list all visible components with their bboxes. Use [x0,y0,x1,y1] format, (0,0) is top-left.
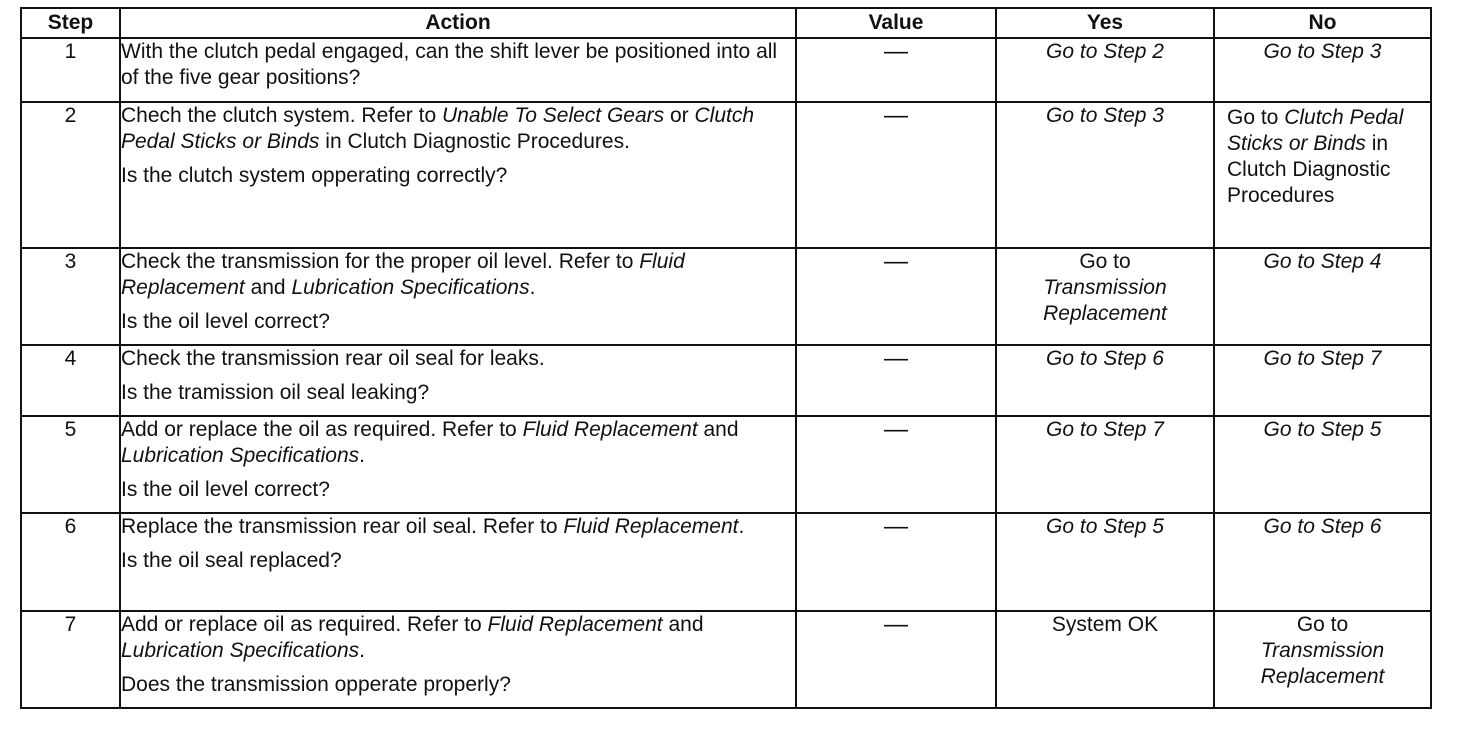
action-text [121,514,795,540]
yes-cell: Go to Step 7 [996,416,1214,513]
action-text-part: Replace the transmission rear oil seal. Refer to [121,515,564,538]
step-number: 6 [21,513,120,611]
action-text-part: . [529,276,536,299]
reference-link: Unable To Select Gears [441,104,665,127]
step-number: 7 [21,611,120,708]
step-number: 3 [21,248,120,345]
action-question: Is the clutch system opperating correctly? [121,164,508,187]
reference-link: Fluid Replacement [487,613,663,636]
table-row [21,345,1431,416]
action-text [121,612,795,664]
step-number: 5 [21,416,120,513]
value-cell: — [796,611,996,708]
reference-link: Clutch Pedal Sticks or Binds [121,104,755,153]
header-action: Action [120,8,796,38]
no-text-part: in Clutch Diagnostic Procedures [1227,132,1391,207]
value-cell: — [796,513,996,611]
no-cell: Go to Step 3 [1214,38,1431,102]
action-cell [120,102,796,248]
action-cell [120,248,796,345]
yes-cell: System OK [996,611,1214,708]
yes-cell: Go to Step 2 [996,38,1214,102]
yes-cell: Go to Step 5 [996,513,1214,611]
no-text-part: Go to [1227,106,1285,129]
reference-link: Fluid Replacement [563,515,739,538]
action-question: Is the oil seal replaced? [121,549,342,572]
yes-cell: Go to Step 6 [996,345,1214,416]
header-yes: Yes [996,8,1214,38]
no-cell: Go to Step 6 [1214,513,1431,611]
action-text [121,417,795,469]
action-cell [120,345,796,416]
value-cell: — [796,345,996,416]
action-text-part: and [697,418,739,441]
no-cell: Go to Step 7 [1214,345,1431,416]
table-row [21,416,1431,513]
value-cell: — [796,38,996,102]
yes-text-part: Go to [1079,250,1131,273]
table-row [21,38,1431,102]
table-row [21,513,1431,611]
action-text-part: . [359,639,365,662]
action-cell [120,416,796,513]
value-cell: — [796,416,996,513]
no-cell: Go to Step 4 [1214,248,1431,345]
reference-link: Lubrication Specifications [291,276,530,299]
header-row [21,8,1431,38]
step-number: 2 [21,102,120,248]
reference-link: Transmission Replacement [1260,639,1385,688]
action-text-part: Chech the clutch system. Refer to [121,104,442,127]
action-text-part: Check the transmission for the proper oil level. Refer to [121,250,640,273]
action-text-part: Add or replace the oil as required. Refer to [121,418,523,441]
value-cell: — [796,102,996,248]
no-text-part: Go to [1296,613,1349,636]
action-text-part: and [244,276,292,299]
action-text-part: or [664,104,695,127]
action-text [121,103,795,155]
table-row [21,102,1431,248]
header-value: Value [796,8,996,38]
no-cell: Go to Step 5 [1214,416,1431,513]
header-step: Step [21,8,120,38]
step-number: 1 [21,38,120,102]
action-cell [120,38,796,102]
no-cell [1214,102,1431,248]
action-cell [120,611,796,708]
reference-link: Transmission Replacement [1043,276,1167,325]
action-cell [120,513,796,611]
value-cell: — [796,248,996,345]
action-text-part: . [359,444,365,467]
action-text: With the clutch pedal engaged, can the shift lever be positioned into all of the five gear positions? [121,40,778,89]
action-text: Check the transmission rear oil seal for leaks. [121,347,545,370]
header-no: No [1214,8,1431,38]
no-cell [1214,611,1431,708]
action-question: Does the transmission opperate properly? [121,673,511,696]
action-question: Is the tramission oil seal leaking? [121,381,430,404]
action-text-part: Add or replace oil as required. Refer to [121,613,488,636]
action-text-part: . [738,515,745,538]
step-number: 4 [21,345,120,416]
reference-link: Fluid Replacement [121,250,685,299]
reference-link: Fluid Replacement [522,418,698,441]
yes-cell: Go to Step 3 [996,102,1214,248]
action-text-part: and [662,613,704,636]
action-question: Is the oil level correct? [121,478,330,501]
table-row [21,611,1431,708]
table-row [21,248,1431,345]
reference-link: Lubrication Specifications [121,444,360,467]
action-question: Is the oil level correct? [121,310,330,333]
diagnostic-table [20,7,1432,709]
action-text [121,249,795,301]
yes-cell [996,248,1214,345]
diagnostic-table-container [20,7,1432,709]
action-text-part: in Clutch Diagnostic Procedures. [319,130,630,153]
reference-link: Clutch Pedal Sticks or Binds [1227,106,1404,155]
reference-link: Lubrication Specifications [121,639,360,662]
